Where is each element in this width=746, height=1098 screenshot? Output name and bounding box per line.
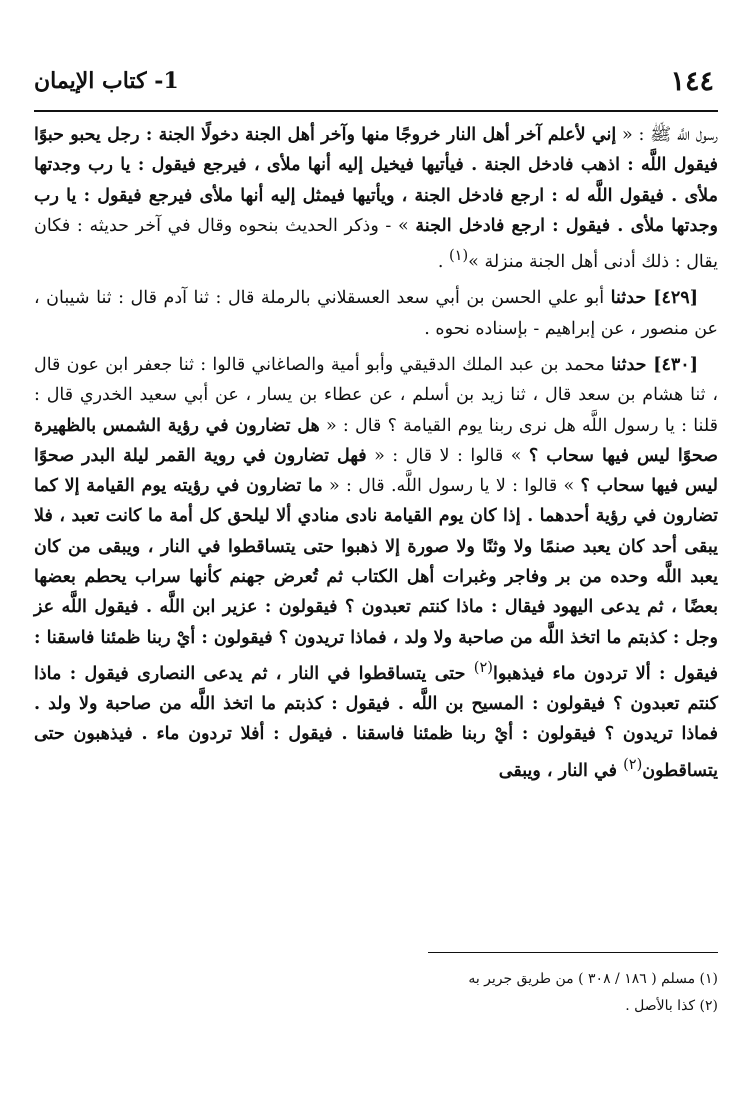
hadith-text: هل تضارون في رؤية الشمس بالظهيرة صحوًا ليس فيها سحاب ؟	[34, 415, 718, 466]
footnote-ref: (٢)	[473, 658, 493, 676]
hadith-text: إني لأعلم آخر أهل النار خروجًا منها وآخر أهل الجنة دخولًا الجنة : رجل يحبو حبوًا فيقول اللَّه : اذهب فادخل الجنة . فيأتيها فيخيل إليه أنها ملأى ، فيرجع فيقول : يا رب وجدتها ملأى . فيقول اللَّه له : ارجع فادخل الجنة ، ويأتيها فيمثل إليه أنها ملأى فيرجع فيقول : يا رب وجدتها ملأى . فيقول : ارجع فادخل الجنة	[34, 125, 718, 236]
book-page	[34, 0, 718, 1098]
text-span: » قالوا : لا قال : «	[366, 445, 529, 466]
page-number: ١٤٤	[670, 66, 714, 97]
hadith-text: ما تضارون في رؤيته يوم القيامة إلا كما تضارون في رؤية أحدهما . إذا كان يوم القيامة نادى منادي ألا ليلحق كل أمة ما كانت تعبد ، فلا يبقى أحد كان يعبد صنمًا ولا وثنًا ولا صورة إلا ذهبوا حتى يتساقطوا في النار ، ويبقى من كان يعبد اللَّه وحده من بر وفاجر وغبرات أهل الكتاب ثم تُعرض جهنم كأنها سراب يحطم بعضها بعضًا ، ثم يدعى اليهود فيقال : ماذا كنتم تعبدون ؟ فيقولون : عزير ابن اللَّه . فيقول اللَّه عز وجل : كذبتم ما اتخذ اللَّه من صاحبة ولا ولد ، فماذا تريدون ؟ فيقولون : أيْ ربنا ظمئنا فاسقنا : فيقول : ألا تردون ماء فيذهبوا	[34, 476, 718, 684]
hadith-text: في النار ، ويبقى	[498, 760, 624, 781]
main-text	[34, 120, 718, 792]
hadith-number: [٤٣٠] حدثنا	[610, 354, 698, 375]
footnote-ref: (٢)	[623, 755, 643, 773]
footnote-2: (٢) كذا بالأصل .	[625, 998, 718, 1014]
footnotes	[34, 966, 718, 1020]
text-span: .	[437, 252, 449, 273]
header-divider	[34, 110, 718, 112]
footnote-divider	[428, 952, 718, 953]
text-span: رسول اللَّه ﷺ : «	[616, 125, 718, 145]
page-header	[34, 60, 718, 100]
text-span: » قالوا : لا يا رسول اللَّه. قال : «	[322, 476, 581, 497]
isnad-text: محمد بن عبد الملك الدقيقي وأبو أمية والصاغاني قالوا : ثنا جعفر ابن عون قال ، ثنا هشام بن سعد قال ، ثنا زيد بن أسلم ، عن عطاء بن يسار ، عن أبي سعيد الخدري قال : قلنا : يا رسول اللَّه هل نرى ربنا يوم القيامة ؟ قال : «	[34, 354, 718, 436]
paragraph-430	[34, 350, 718, 786]
footnote-1: (١) مسلم ( ١٨٦ / ٣٠٨ ) من طريق جرير به	[468, 971, 718, 987]
footnote-ref: (١)	[448, 247, 469, 265]
hadith-number: [٤٢٩] حدثنا	[610, 288, 698, 309]
chapter-title: 1- كتاب الإيمان	[34, 68, 179, 94]
hadith-text: حتى يتساقطوا في النار ، ثم يدعى النصارى فيقول : ماذا كنتم تعبدون ؟ فيقولون : المسيح بن اللَّه . فيقول : كذبتم ما اتخذ اللَّه من صاحبة ولا ولد . فماذا تريدون ؟ فيقولون : أيْ ربنا ظمئنا فاسقنا . فيقول : أفلا تردون ماء . فيذهبون حتى يتساقطون	[34, 663, 718, 781]
paragraph-429	[34, 283, 718, 344]
isnad-text: أبو علي الحسن بن أبي سعد العسقلاني بالرملة قال : ثنا آدم قال : ثنا شيبان ، عن منصور ، عن إبراهيم - بإسناده نحوه .	[34, 288, 718, 339]
hadith-text: فهل تضارون في روية القمر ليلة البدر صحوًا ليس فيها سحاب ؟	[34, 445, 718, 497]
text-span: » - وذكر الحديث بنحوه وقال في آخر حديثه : فكان يقال : ذلك أدنى أهل الجنة منزلة »	[34, 215, 718, 273]
paragraph-hadith-continuation	[34, 120, 718, 277]
